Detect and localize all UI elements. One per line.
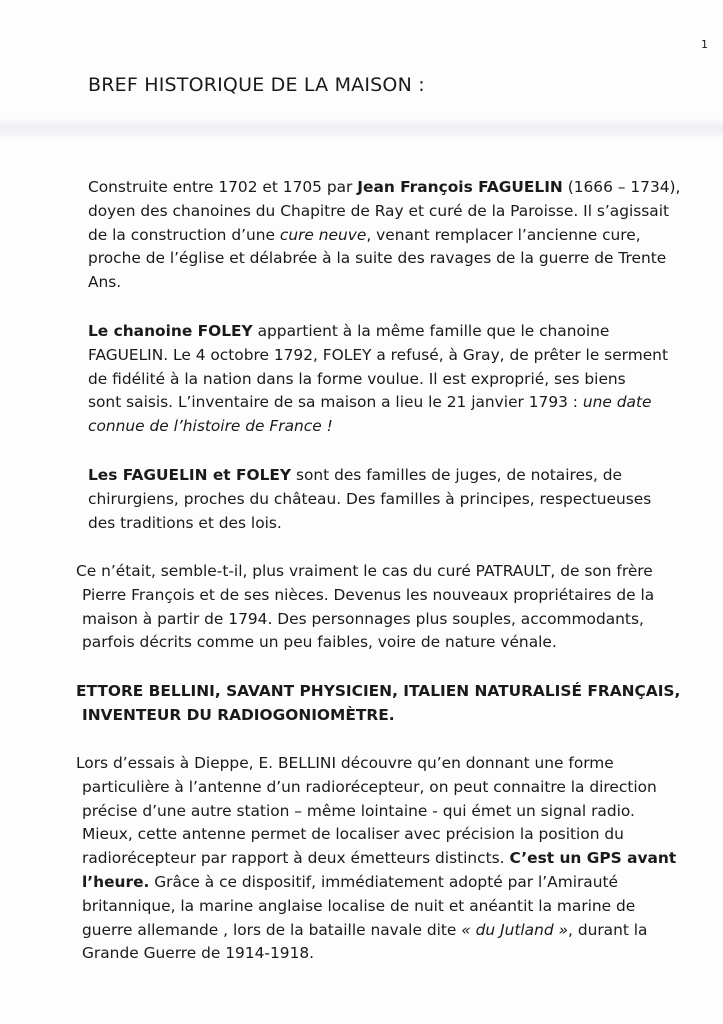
page-number: 1 [701, 38, 708, 51]
text-line: doyen des chanoines du Chapitre de Ray et curé de la Paroisse. Il s’agissait [88, 201, 670, 220]
text-line: Les FAGUELIN et FOLEY sont des familles de juges, de notaires, de [88, 466, 623, 484]
text-line: précise d’une autre station – même lointaine - qui émet un signal radio. [82, 801, 635, 820]
text-line: Pierre François et de ses nièces. Devenus les nouveaux propriétaires de la [82, 585, 655, 604]
paragraph-families [88, 464, 651, 535]
text-line: ETTORE BELLINI, SAVANT PHYSICIEN, ITALIEN NATURALISÉ FRANÇAIS, [76, 682, 681, 700]
paragraph-patrault [76, 560, 654, 655]
text-line: l’heure. Grâce à ce dispositif, immédiatement adopté par l’Amirauté [82, 872, 618, 891]
text-line: des traditions et des lois. [88, 513, 282, 532]
text-line: guerre allemande , lors de la bataille navale dite « du Jutland », durant la [82, 920, 648, 939]
text-line: INVENTEUR DU RADIOGONIOMÈTRE. [82, 705, 395, 724]
text-line: chirurgiens, proches du château. Des familles à principes, respectueuses [88, 489, 652, 508]
section-heading-bellini [76, 680, 680, 728]
text-line: sont saisis. L’inventaire de sa maison a lieu le 21 janvier 1793 : une date [88, 393, 652, 412]
text-line: particulière à l’antenne d’un radiorécepteur, on peut connaitre la direction [82, 777, 657, 796]
page-title: BREF HISTORIQUE DE LA MAISON : [88, 74, 425, 96]
text-line: parfois décrits comme un peu faibles, voire de nature vénale. [82, 633, 557, 652]
text-line: Le chanoine FOLEY appartient à la même famille que le chanoine [88, 322, 610, 340]
text-line: proche de l’église et délabrée à la suite des ravages de la guerre de Trente [88, 249, 667, 268]
text-line: Mieux, cette antenne permet de localiser avec précision la position du [82, 825, 624, 844]
text-line: Grande Guerre de 1914-1918. [82, 944, 315, 963]
text-line: britannique, la marine anglaise localise de nuit et anéantit la marine de [82, 896, 636, 915]
paragraph-construction [88, 176, 680, 295]
text-line: Ce n’était, semble-t-il, plus vraiment le cas du curé PATRAULT, de son frère [76, 562, 653, 580]
text-line: Ans. [88, 273, 122, 292]
text-line: connue de l’histoire de France ! [88, 417, 333, 436]
text-line: radiorécepteur par rapport à deux émetteurs distincts. C’est un GPS avant [82, 849, 677, 868]
scan-band [0, 118, 723, 140]
paragraph-bellini [76, 752, 676, 966]
text-line: Lors d’essais à Dieppe, E. BELLINI découvre qu’en donnant une forme [76, 754, 614, 772]
text-line: de fidélité à la nation dans la forme voulue. Il est exproprié, ses biens [88, 369, 626, 388]
text-line: Construite entre 1702 et 1705 par Jean François FAGUELIN (1666 – 1734), [88, 178, 681, 196]
text-line: FAGUELIN. Le 4 octobre 1792, FOLEY a refusé, à Gray, de prêter le serment [88, 345, 668, 364]
paragraph-foley [88, 320, 668, 439]
text-line: maison à partir de 1794. Des personnages plus souples, accommodants, [82, 609, 644, 628]
text-line: de la construction d’une cure neuve, venant remplacer l’ancienne cure, [88, 225, 641, 244]
